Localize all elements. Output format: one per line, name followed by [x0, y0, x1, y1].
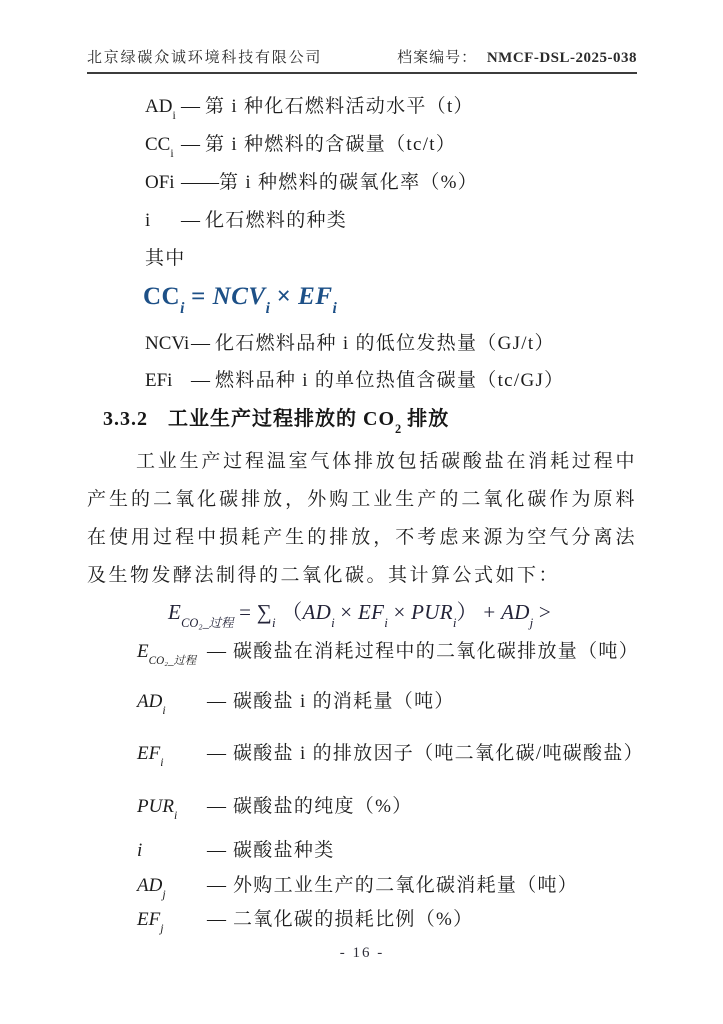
- process-definition-list: [87, 639, 644, 936]
- definition-term: OFi: [145, 172, 175, 193]
- definition-desc: 碳酸盐在消耗过程中的二氧化碳排放量（吨）: [233, 641, 640, 662]
- definition-dash: —: [207, 875, 226, 896]
- definition-term: $EF_j$: [137, 909, 164, 936]
- page-header: [87, 46, 637, 74]
- definition-term: $CC_i$: [145, 134, 174, 161]
- definition-row-e-process: [137, 639, 640, 668]
- definition-dash: —: [207, 796, 226, 817]
- ncv-definition-list: [87, 331, 637, 394]
- definition-row-adj: [137, 873, 637, 902]
- formula-e: $E_{CO_2\_过程} = \sum_i$ $(AD_i \times EF_i \times PUR_i) + AD_j$ >: [168, 600, 551, 631]
- definition-row-i: [137, 838, 637, 864]
- definition-term: EFi: [145, 370, 173, 391]
- definition-desc: 第 i 种燃料的含碳量（tc/t）: [205, 134, 457, 155]
- archive-number-group: [397, 46, 637, 67]
- definition-row-adi: [137, 689, 637, 718]
- definition-desc: 第 i 种燃料的碳氧化率（%）: [219, 172, 479, 193]
- definition-desc: 二氧化碳的损耗比例（%）: [233, 909, 474, 930]
- formula-cc-lhs: CC: [143, 283, 181, 310]
- definition-term: NCVi: [145, 333, 190, 354]
- definition-row-efi: [145, 368, 637, 394]
- definition-dash: —: [207, 743, 226, 764]
- definition-dash: ——: [181, 172, 219, 193]
- definition-dash: —: [191, 333, 210, 354]
- definition-dash: —: [207, 840, 226, 861]
- definition-term: $PUR_i$: [137, 796, 178, 823]
- definition-row-efj: [137, 907, 637, 936]
- definition-row-i: [145, 208, 637, 234]
- fuel-definition-list: [87, 94, 637, 234]
- definition-row-adi: [145, 94, 637, 123]
- definition-dash: —: [207, 641, 226, 662]
- archive-label: 档案编号：: [397, 50, 478, 66]
- definition-desc: 碳酸盐 i 的消耗量（吨）: [233, 691, 455, 712]
- archive-number: NMCF-DSL-2025-038: [486, 50, 637, 66]
- section-title: 工业生产过程排放的 $CO_2$ 排放: [168, 408, 450, 436]
- body-paragraph: 工业生产过程温室气体排放包括碳酸盐在消耗过程中产生的二氧化碳排放，外购工业生产的二氧化碳作为原料在使用过程中损耗产生的排放，不考虑来源为空气分离法及生物发酵法制得的二氧化碳。其计算公式如下：: [87, 451, 637, 586]
- definition-desc: 第 i 种化石燃料活动水平（t）: [205, 96, 474, 117]
- page-number: - 16 -: [339, 945, 385, 961]
- where-label: 其中: [145, 248, 186, 269]
- definition-desc: 化石燃料的种类: [205, 210, 348, 231]
- definition-term: $E_{CO_2\_过程}$: [137, 641, 197, 668]
- definition-term: i: [145, 210, 151, 231]
- section-heading: [103, 405, 637, 436]
- definition-dash: —: [181, 210, 200, 231]
- definition-row-efi: [137, 741, 644, 770]
- definition-term: $AD_i$: [137, 691, 166, 718]
- definition-dash: —: [181, 96, 200, 117]
- definition-desc: 碳酸盐的纯度（%）: [233, 796, 413, 817]
- definition-dash: —: [181, 134, 200, 155]
- definition-term: i: [137, 840, 143, 861]
- page-footer: [87, 945, 637, 962]
- definition-dash: —: [207, 691, 226, 712]
- definition-desc: 化石燃料品种 i 的低位发热量（GJ/t）: [215, 333, 555, 354]
- definition-term: $AD_j$: [137, 875, 166, 902]
- definition-term: $EF_i$: [137, 743, 164, 770]
- definition-desc: 外购工业生产的二氧化碳消耗量（吨）: [233, 875, 579, 896]
- section-number: 3.3.2: [103, 408, 148, 430]
- definition-row-ncvi: [145, 331, 637, 357]
- definition-desc: 碳酸盐 i 的排放因子（吨二氧化碳/吨碳酸盐）: [233, 743, 644, 764]
- definition-dash: —: [191, 370, 210, 391]
- formula-cc: $CC_i = NCV_i \times EF_i$: [143, 283, 337, 318]
- company-name: 北京绿碳众诚环境科技有限公司: [87, 50, 323, 66]
- definition-row-cci: [145, 132, 637, 161]
- definition-term: $AD_i$: [145, 96, 176, 123]
- sigma-symbol: ∑: [256, 600, 273, 624]
- definition-dash: —: [207, 909, 226, 930]
- definition-row-puri: [137, 794, 637, 823]
- definition-desc: 碳酸盐种类: [233, 840, 335, 861]
- definition-desc: 燃料品种 i 的单位热值含碳量（tc/GJ）: [215, 370, 565, 391]
- definition-row-ofi: [145, 170, 637, 196]
